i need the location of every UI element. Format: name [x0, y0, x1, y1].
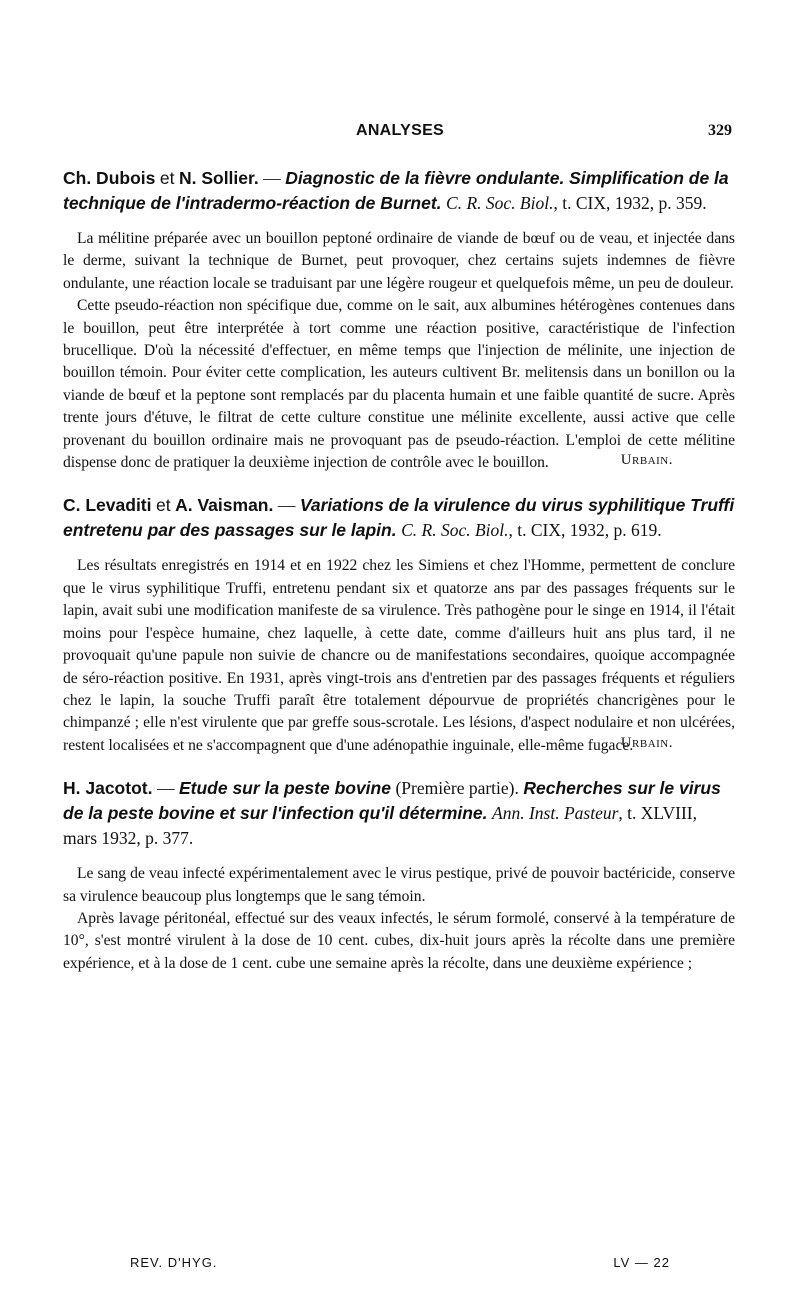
article-author-conjunction: et [159, 168, 175, 188]
journal-name: Ann. Inst. Pasteur [492, 803, 619, 824]
reviewer-signature: Urbain. [620, 735, 673, 752]
article-subtitle: Recherches sur le virus de la peste bovine et sur l'infection qu'il détermine. [63, 778, 721, 824]
article-citation [63, 776, 735, 851]
article-title: Variations de la virulence du virus syphilitique Truffi entretenu par des passages sur le lapin. [63, 495, 735, 541]
article-levaditi-vaisman [63, 493, 735, 752]
citation-separator: — [156, 778, 175, 799]
article-title: Diagnostic de la fièvre ondulante. Simplification de la technique de l'intradermo-réaction de Burnet. [63, 168, 729, 213]
reference-details: , t. CIX, 1932, p. 359. [553, 193, 707, 213]
reference-details: , t. XLVIII, mars 1932, p. 377. [63, 803, 698, 849]
reference-details: , t. CIX, 1932, p. 619. [508, 520, 662, 541]
article-jacotot [63, 776, 735, 975]
footer-journal: REV. D'HYG. [130, 1255, 218, 1270]
article-authors-second: N. Sollier. [178, 168, 259, 188]
article-citation [63, 166, 735, 216]
article-reference [446, 193, 707, 213]
page-content [63, 166, 735, 999]
journal-name: C. R. Soc. Biol. [446, 193, 554, 213]
article-dubois-sollier [63, 166, 735, 472]
journal-name: C. R. Soc. Biol. [401, 520, 509, 541]
article-authors: H. Jacotot. [63, 778, 153, 799]
article-reference [401, 520, 662, 540]
article-citation [63, 493, 735, 543]
article-author-conjunction: et [156, 495, 171, 516]
footer-signature-mark: LV — 22 [613, 1255, 670, 1270]
page-header [64, 122, 736, 146]
article-paragraph: La mélitine préparée avec un bouillon peptoné ordinaire de viande de bœuf ou de veau, et injectée dans le derme, suivant la technique de Burnet, peut provoquer, chez certains sujets indemnes de fièvre ondulante, une réaction locale se traduisant par une légère rougeur et quelquefois même, un peu de douleur. [63, 230, 735, 292]
article-paragraph: Les résultats enregistrés en 1914 et en 1922 chez les Simiens et chez l'Homme, permettent de conclure que le virus syphilitique Truffi, entretenu pendant six et quatorze ans par des passages fréquents sur le lapin, avait subi une modification manifeste de sa virulence. Très pathogène pour le singe en 1914, il l'était moins pour l'espèce humaine, chez laquelle, à cette date, comme d'ailleurs huit ans plus tard, il ne provoquait qu'une papule non suivie de chancre ou de manifestations secondaires, quoique accompagnée de séro-réaction positive. En 1931, après vingt-trois ans d'entretien par des passages fréquents et réguliers chez le lapin, la souche Truffi paraît être totalement dépourvue de propriétés chancrigènes pour le chimpanzé ; elle n'est virulente que par greffe sous-scrotale. Les lésions, d'aspect nodulaire et non ulcérées, restent localisées et ne s'accompagnent que d'une adénopathie inguinale, elle-même fugace. [63, 557, 735, 754]
citation-separator: — [263, 168, 281, 188]
article-title-note: (Première partie). [395, 778, 519, 799]
page-footer [130, 1255, 670, 1275]
article-title: Etude sur la peste bovine [178, 778, 391, 799]
article-authors: C. Levaditi [63, 495, 152, 516]
article-authors: Ch. Dubois [63, 168, 156, 188]
article-authors-second: A. Vaisman. [175, 495, 274, 516]
article-paragraph: Après lavage péritonéal, effectué sur des veaux infectés, le sérum formolé, conservé à la température de 10°, s'est montré virulent à la dose de 10 cent. cubes, dix-huit jours après la récolte dans une première expérience, et à la dose de 1 cent. cube une semaine après la récolte, dans une deuxième expérience ; [63, 909, 735, 972]
reviewer-signature: Urbain. [620, 452, 673, 469]
citation-separator: — [277, 495, 296, 516]
page-number: 329 [708, 122, 732, 139]
article-paragraph: Le sang de veau infecté expérimentalement avec le virus pestique, privé de pouvoir bactéricide, conserve sa virulence beaucoup plus longtemps que le sang témoin. [63, 865, 735, 905]
running-title: ANALYSES [355, 122, 445, 139]
article-paragraph: Cette pseudo-réaction non spécifique due, comme on le sait, aux albumines hétérogènes contenues dans le bouillon, peut être interprétée à tort comme une réaction positive, caractéristique de l'infection brucellique. D'où la nécessité d'effectuer, en même temps que l'injection de mélinite, une injection de bouillon témoin. Pour éviter cette complication, les auteurs cultivent Br. melitensis dans un bonillon ou la viande de bœuf et la peptone sont remplacés par du placenta humain et une faible quantité de sucre. Après trente jours d'étuve, le filtrat de cette culture constitue une mélinite excellente, aussi active que celle provenant du bouillon ordinaire mais ne provoquant pas de pseudo-réaction. L'emploi de cette mélitine dispense donc de pratiquer la deuxième injection de contrôle avec le bouillon. [63, 297, 735, 472]
